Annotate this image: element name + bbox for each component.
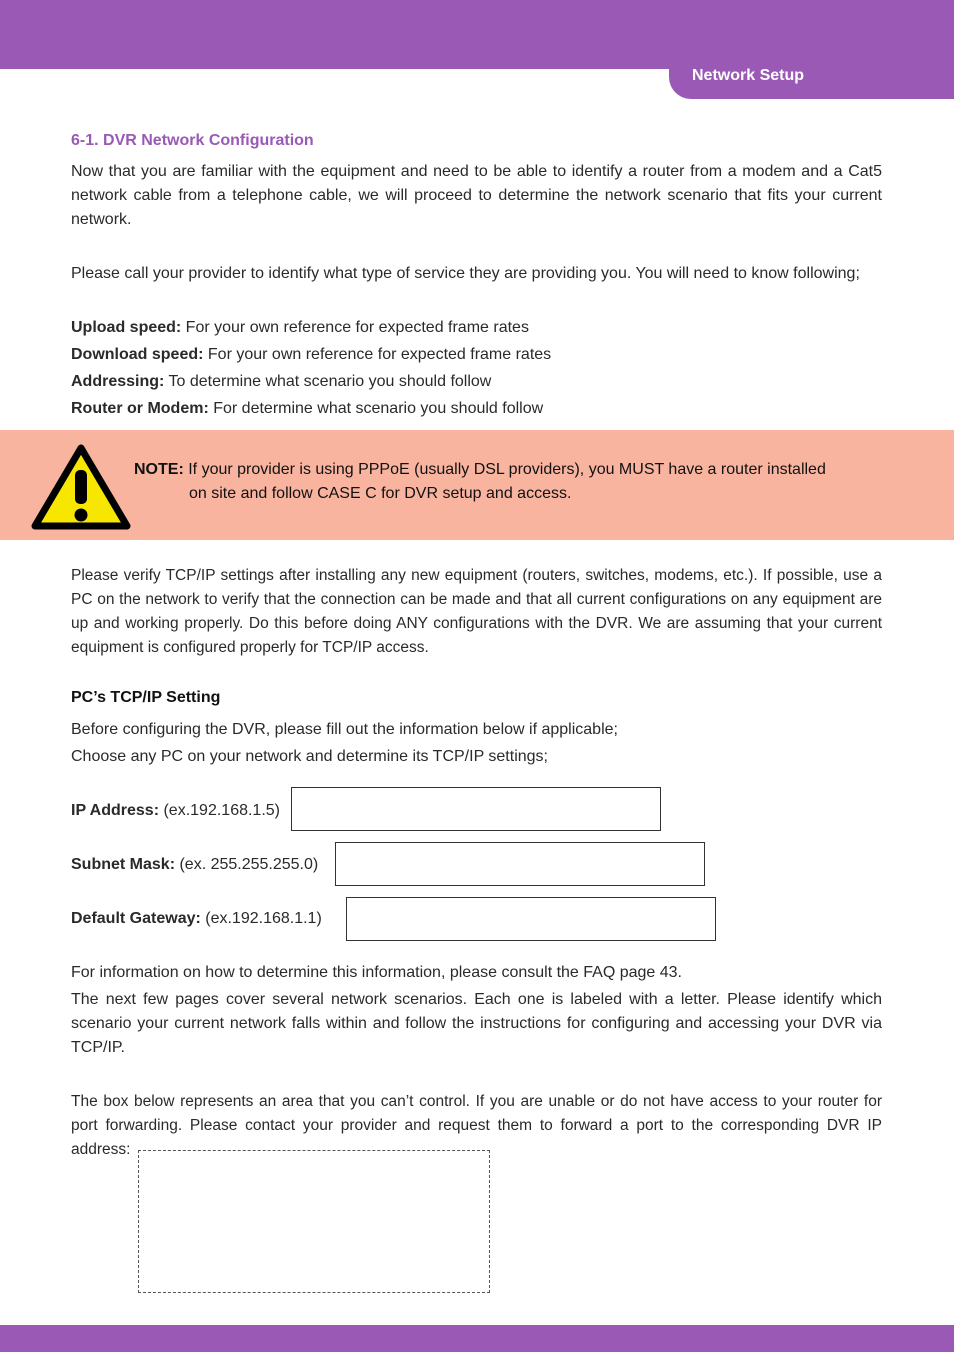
faq-text: For information on how to determine this information, please consult the FAQ page 43. [71,964,682,981]
pc-settings-title: PC’s TCP/IP Setting [71,689,221,706]
requirement-text: To determine what scenario you should follow [164,373,492,390]
section-tab [669,55,954,99]
note-line2: on site and follow CASE C for DVR setup and access. [189,485,572,502]
requirement-download [71,343,551,367]
pc-settings-line2: Choose any PC on your network and determine its TCP/IP settings; [71,748,548,765]
scenarios-paragraph: The next few pages cover several network scenarios. Each one is labeled with a letter. Please identify which scenario your current network falls within and follow the instructions for configuring and accessing your DVR via TCP/IP. [71,991,882,1056]
warning-triangle-icon [30,442,132,532]
subnet-mask-label [71,853,318,877]
note-line1: If your provider is using PPPoE (usually DSL providers), you MUST have a router installed [183,461,826,478]
verify-paragraph: Please verify TCP/IP settings after installing any new equipment (routers, switches, modems, etc.). If possible, use a PC on the network to verify that the connection can be made and that all current configurations on any equipment are up and working properly. Do this before doing ANY configurations with the DVR. We are assuming that your current equipment is configured properly for TCP/IP access. [71,567,882,656]
field-label: Default Gateway: [71,910,201,927]
requirement-label: Router or Modem: [71,400,209,417]
requirement-text: For determine what scenario you should follow [208,400,544,417]
note-text [134,458,886,506]
field-example: (ex. 255.255.255.0) [175,856,319,873]
section-label: Network Setup [692,67,805,84]
dvr-ip-box[interactable] [138,1150,490,1293]
requirement-text: For your own reference for expected frame rates [203,346,552,363]
requirement-label: Upload speed: [71,319,182,336]
ip-address-label [71,799,280,823]
requirement-label: Download speed: [71,346,204,363]
note-label: NOTE: [134,461,184,478]
requirement-upload [71,316,529,340]
section-title: 6-1. DVR Network Configuration [71,132,314,149]
intro-paragraph: Now that you are familiar with the equipment and need to be able to identify a router from a modem and a Cat5 network cable from a telephone cable, we will proceed to determine the network scenario that fits your current network. [71,163,882,228]
ip-address-field[interactable] [291,787,661,831]
default-gateway-field[interactable] [346,897,716,941]
pc-settings-line1: Before configuring the DVR, please fill out the information below if applicable; [71,721,618,738]
note-banner [0,430,954,540]
requirement-label: Addressing: [71,373,165,390]
field-label: IP Address: [71,802,160,819]
requirement-text: For your own reference for expected frame rates [181,319,529,336]
footer-band [0,1325,954,1352]
requirement-router-modem [71,397,543,421]
field-label: Subnet Mask: [71,856,176,873]
default-gateway-label [71,907,322,931]
field-example: (ex.192.168.1.1) [200,910,322,927]
requirement-addressing [71,370,491,394]
box-paragraph: The box below represents an area that you can’t control. If you are unable or do not have access to your router for port forwarding. Please contact your provider and request them to forward a port to the corresponding DVR IP address: [71,1093,882,1158]
field-example: (ex.192.168.1.5) [159,802,280,819]
call-provider-text: Please call your provider to identify what type of service they are providing you. You will need to know following; [71,265,860,282]
subnet-mask-field[interactable] [335,842,705,886]
